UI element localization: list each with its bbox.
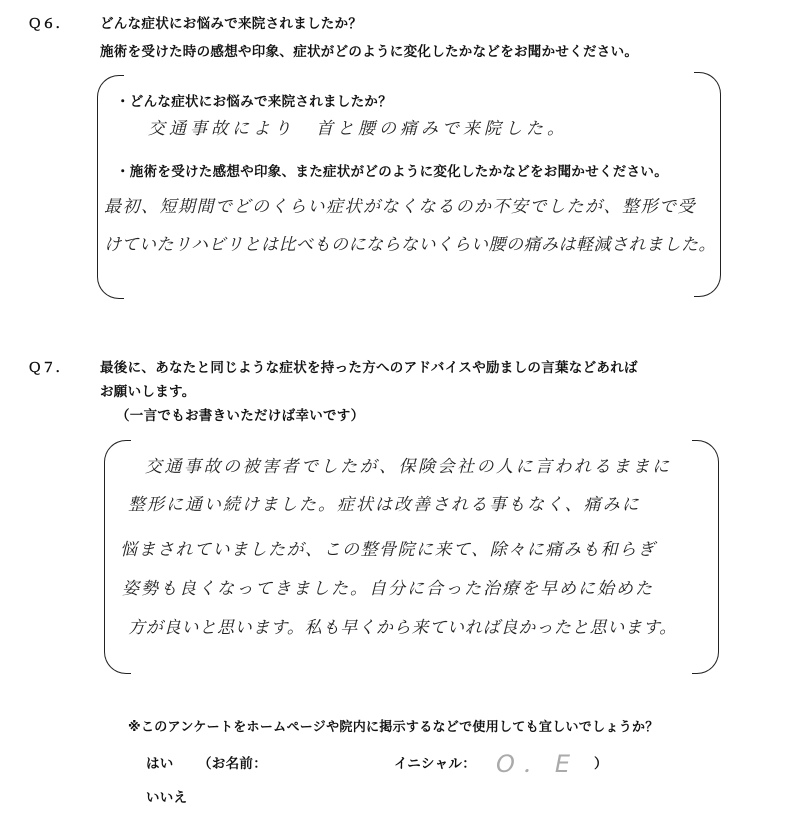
q7-answer-line: 姿勢も良くなってきました。自分に合った治療を早めに始めた: [122, 579, 654, 599]
consent-initial-value: O．E: [496, 750, 579, 778]
q7-answer-line: 交通事故の被害者でしたが、保険会社の人に言われるままに: [145, 457, 672, 477]
q7-title-line2: お願いします。: [100, 384, 196, 400]
q6-sub2-answer-line1: 最初、短期間でどのくらい症状がなくなるのか不安でしたが、整形で受: [104, 197, 696, 217]
q7-title-line3: （一言でもお書きいただけば幸いです）: [116, 408, 365, 424]
q7-title-line1: 最後に、あなたと同じような症状を持った方へのアドバイスや励ましの言葉などあれば: [100, 360, 638, 376]
consent-no-option: いいえ: [146, 790, 188, 806]
q6-sub1-label: ・どんな症状にお悩みで来院されましたか？: [116, 94, 392, 110]
q6-title-line2: 施術を受けた時の感想や印象、症状がどのように変化したかなどをお聞かせください。: [100, 44, 639, 60]
q6-title-line1: どんな症状にお悩みで来院されましたか？: [100, 16, 363, 32]
q7-answer-line: 悩まされていましたが、この整骨院に来て、除々に痛みも和らぎ: [120, 540, 657, 560]
consent-name-label: （お名前：: [198, 756, 267, 772]
q7-answer-line: 整形に通い続けました。症状は改善される事もなく、痛みに: [128, 495, 641, 515]
consent-close-paren: ）: [594, 756, 608, 772]
q6-number: Ｑ６．: [28, 16, 70, 32]
consent-yes-option: はい: [146, 756, 174, 772]
q6-sub2-label: ・施術を受けた感想や印象、また症状がどのように変化したかなどをお聞かせください。: [116, 164, 668, 180]
q7-box-right-bracket: [692, 440, 719, 674]
q7-number: Ｑ７．: [28, 360, 70, 376]
q6-sub2-answer-line2: けていたリハビリとは比べものにならないくらい腰の痛みは軽減されました。: [104, 235, 716, 255]
consent-question: ※このアンケートをホームページや院内に掲示するなどで使用しても宜しいでしょうか？: [128, 720, 659, 735]
q6-sub1-answer: 交通事故により 首と腰の痛みで来院した。: [148, 119, 568, 139]
q7-answer-line: 方が良いと思います。私も早くから来ていれば良かったと思います。: [128, 618, 678, 638]
consent-initial-label: イニシャル：: [394, 756, 476, 772]
q6-box-right-bracket: [694, 72, 721, 297]
